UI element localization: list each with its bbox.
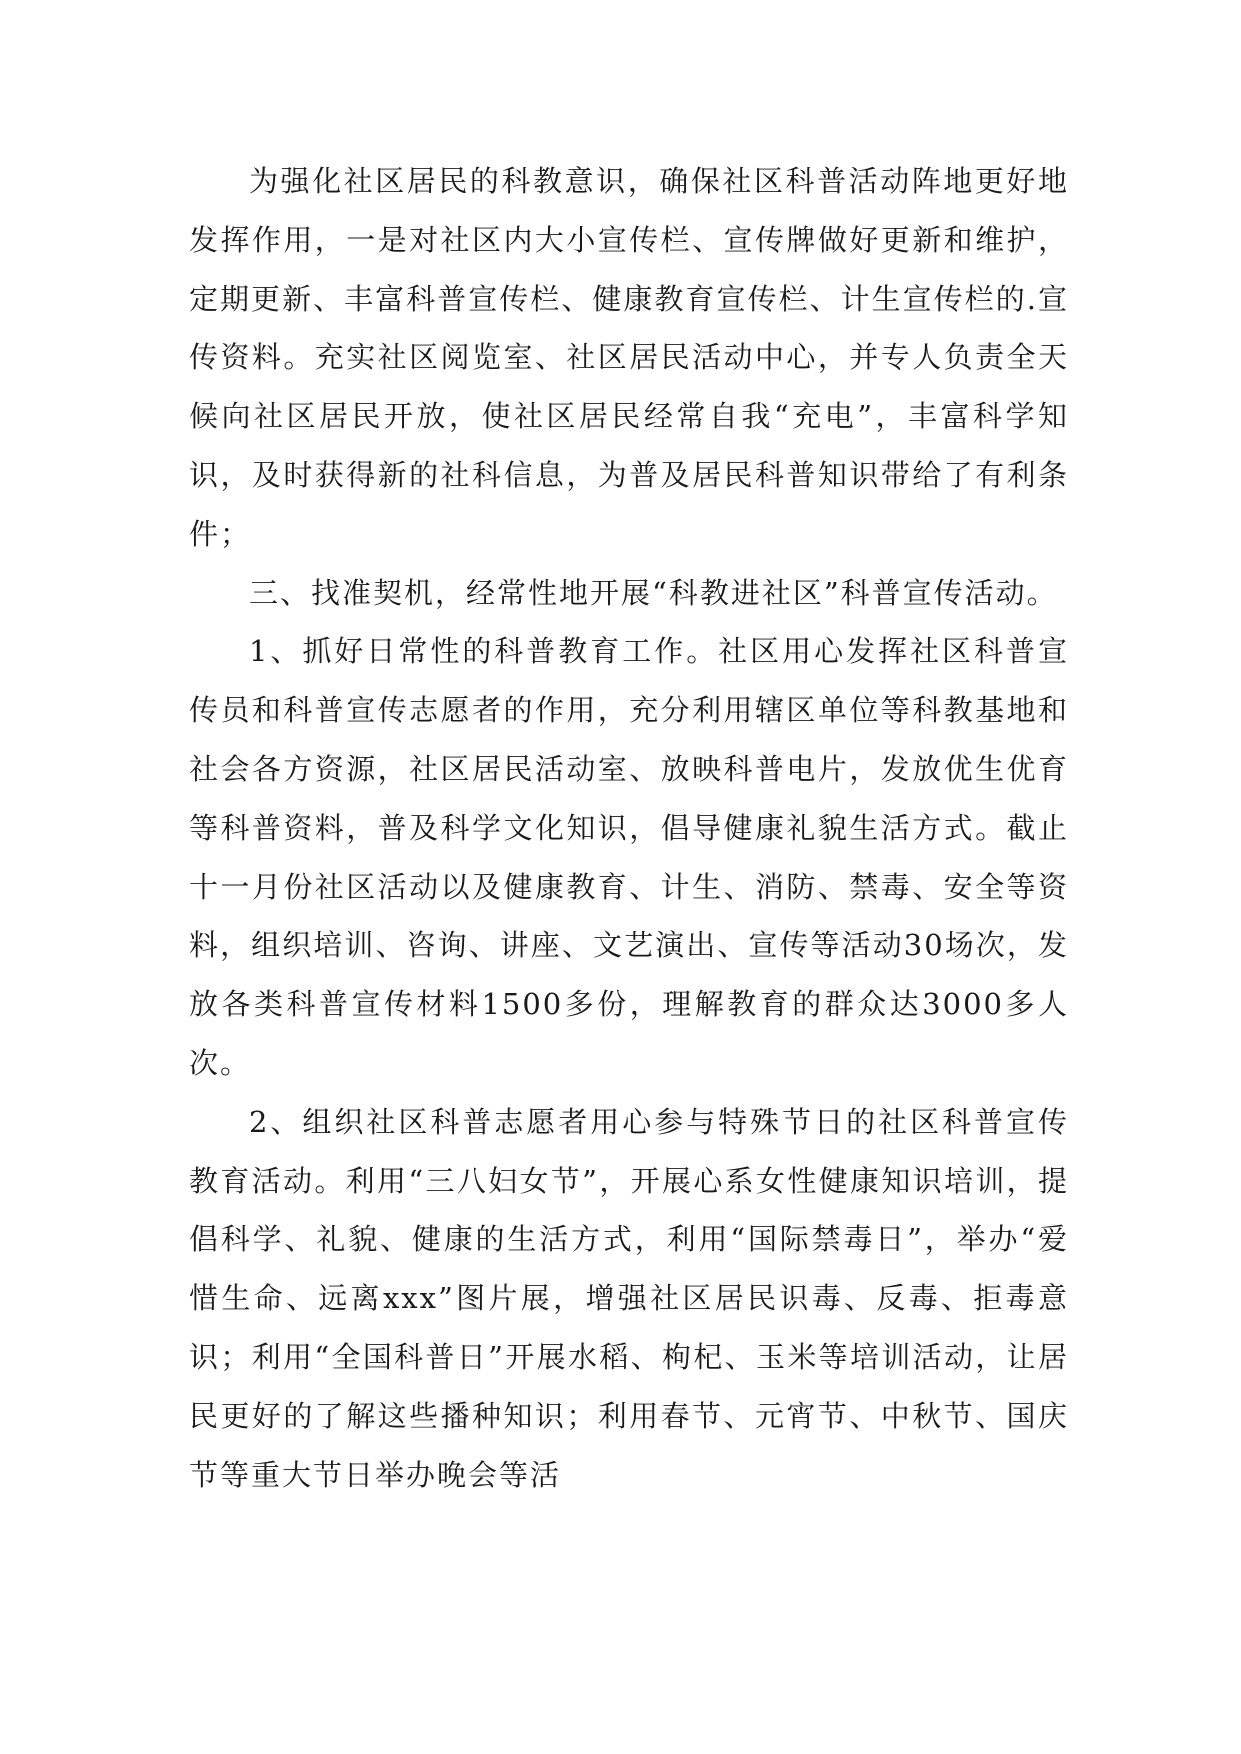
document-body: [189, 152, 1069, 1504]
paragraph-festival-activities: 2、组织社区科普志愿者用心参与特殊节日的社区科普宣传教育活动。利用“三八妇女节”，开展心系女性健康知识培训，提倡科学、礼貌、健康的生活方式，利用“国际禁毒日”，举办“爱惜生命、远离xxx”图片展，增强社区居民识毒、反毒、拒毒意识；利用“全国科普日”开展水稻、枸杞、玉米等培训活动，让居民更好的了解这些播种知识；利用春节、元宵节、中秋节、国庆节等重大节日举办晚会等活: [189, 1104, 1069, 1492]
paragraph-promotion-facilities: 为强化社区居民的科教意识，确保社区科普活动阵地更好地发挥作用，一是对社区内大小宣传栏、宣传牌做好更新和维护，定期更新、丰富科普宣传栏、健康教育宣传栏、计生宣传栏的.宣传资料。充实社区阅览室、社区居民活动中心，并专人负责全天候向社区居民开放，使社区居民经常自我“充电”，丰富科学知识，及时获得新的社科信息，为普及居民科普知识带给了有利条件；: [189, 164, 1069, 551]
paragraph-section-three-heading: 三、找准契机，经常性地开展“科教进社区”科普宣传活动。: [249, 575, 1058, 610]
paragraph-daily-education: 1、抓好日常性的科普教育工作。社区用心发挥社区科普宣传员和科普宣传志愿者的作用，充分利用辖区单位等科教基地和社会各方资源，社区居民活动室、放映科普电片，发放优生优育等科普资料，普及科学文化知识，倡导健康礼貌生活方式。截止十一月份社区活动以及健康教育、计生、消防、禁毒、安全等资料，组织培训、咨询、讲座、文艺演出、宣传等活动30场次，发放各类科普宣传材料1500多份，理解教育的群众达3000多人次。: [189, 634, 1069, 1080]
